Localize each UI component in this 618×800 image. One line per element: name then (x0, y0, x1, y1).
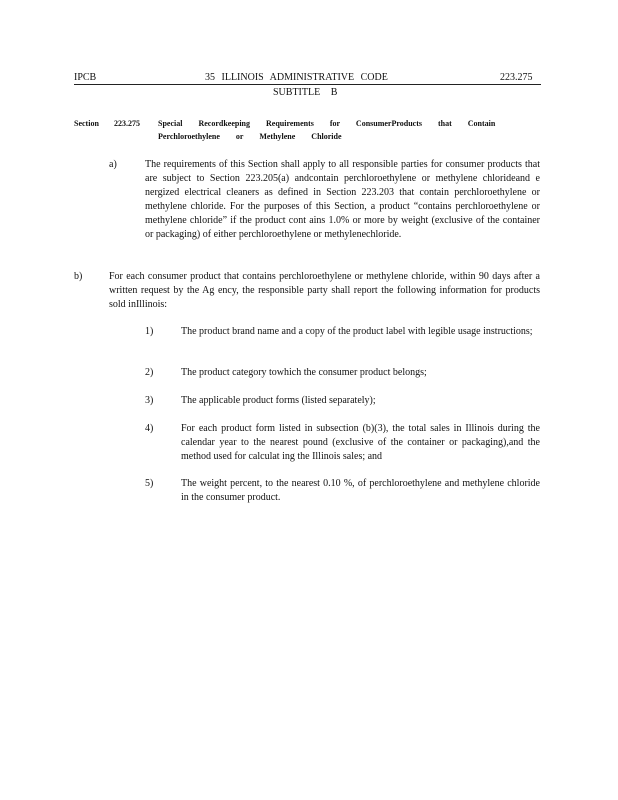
list-item-4-marker: 4) (145, 423, 154, 434)
header-section-number: 223.275 (500, 72, 533, 83)
header-subtitle: SUBTITLE B (273, 87, 338, 98)
list-item-2-marker: 2) (145, 367, 154, 378)
list-item-1-marker: 1) (145, 326, 154, 337)
section-label: Section (74, 119, 99, 128)
paragraph-a-marker: a) (109, 159, 117, 170)
header-agency: IPCB (74, 72, 97, 83)
list-item-5-marker: 5) (145, 478, 154, 489)
paragraph-b-marker: b) (74, 271, 83, 282)
section-title: Special Recordkeeping Requirements for ConsumerProducts that Contain Perchloroethylene or Methylene Chloride (158, 119, 496, 141)
header-code-title: 35 ILLINOIS ADMINISTRATIVE CODE (205, 72, 388, 83)
paragraph-a-text: The requirements of this Section shall apply to all responsible parties for consumer products that are subject to Section 223.205(a) andcontain perchloroethylene or methylene chlorideand e nergized electrical cleaners as defined in Section 223.203 that contain perchloroethylene or methylene chloride. For the purposes of this Section, a product “contains perchloroethylene or methylene chloride” if the product cont ains 1.0% or more by weight (exclusive of the container or packaging) of either perchloroethylene or methylenechloride. (145, 159, 540, 240)
list-item-4-text: For each product form listed in subsection (b)(3), the total sales in Illinois during the calendar year to the nearest pound (exclusive of the container or packaging),and the method used for calculat ing the Illinois sales; and (181, 423, 540, 462)
list-item-3-text: The applicable product forms (listed separately); (181, 395, 376, 406)
paragraph-b-text: For each consumer product that contains perchloroethylene or methylene chloride, within 90 days after a written request by the Ag ency, the responsible party shall report the following information for products sold inIllinois: (109, 271, 540, 310)
section-number: 223.275 (114, 119, 140, 128)
list-item-2-text: The product category towhich the consumer product belongs; (181, 367, 427, 378)
list-item-1-text: The product brand name and a copy of the product label with legible usage instructions; (181, 326, 533, 337)
list-item-3-marker: 3) (145, 395, 154, 406)
header-rule (74, 84, 541, 85)
list-item-5-text: The weight percent, to the nearest 0.10 %, of perchloroethylene and methylene chloride in the consumer product. (181, 478, 540, 503)
